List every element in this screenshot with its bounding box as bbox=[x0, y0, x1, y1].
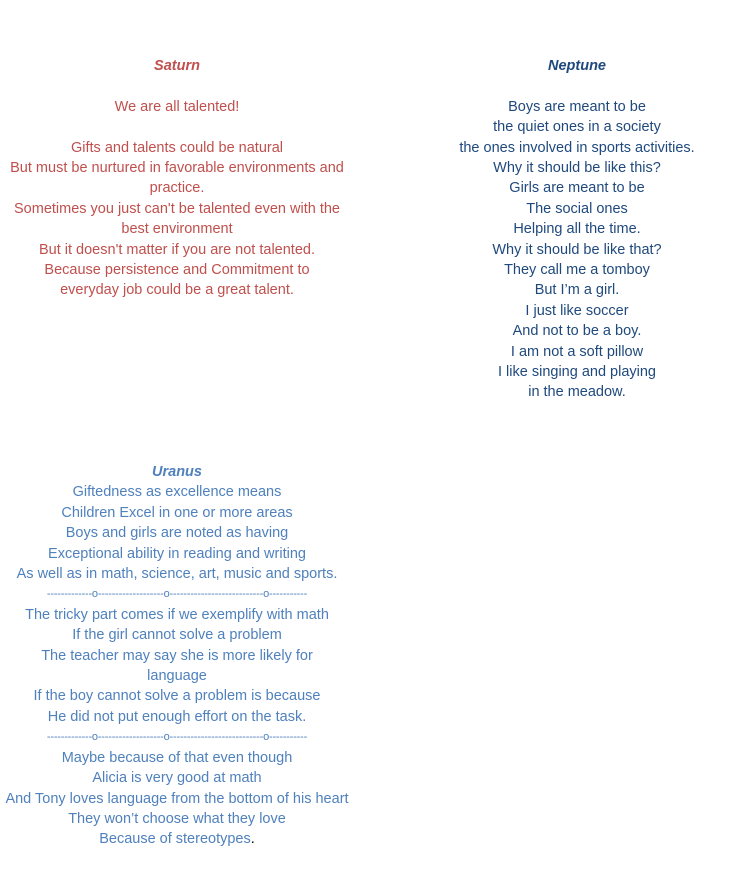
poem-neptune bbox=[420, 56, 734, 403]
poem-line: If the boy cannot solve a problem is because bbox=[33, 688, 321, 705]
poem-line: They call me a tomboy bbox=[504, 262, 650, 279]
poem-line: Helping all the time. bbox=[513, 221, 641, 238]
poem-line: But I’m a girl. bbox=[534, 282, 620, 299]
poem-line: And not to be a boy. bbox=[512, 323, 642, 340]
poem-line: Why it should be like that? bbox=[492, 241, 662, 258]
poem-line: If the girl cannot solve a problem bbox=[72, 627, 282, 644]
poem-line: I am not a soft pillow bbox=[510, 343, 644, 360]
poem-line: He did not put enough effort on the task. bbox=[47, 708, 307, 725]
poem-line: Maybe because of that even though bbox=[61, 749, 293, 766]
poem-line: in the meadow. bbox=[528, 384, 626, 401]
poem-line: Because persistence and Commitment to everyday job could be a great talent. bbox=[44, 262, 310, 299]
poem-line: Sometimes you just can't be talented even with the best environment bbox=[14, 200, 340, 238]
poem-title: Uranus bbox=[152, 464, 202, 480]
poem-line: The tricky part comes if we exemplify with math bbox=[25, 606, 329, 623]
spacer bbox=[420, 76, 734, 96]
poem-line: Gifts and talents could be natural bbox=[71, 139, 283, 156]
poem-line: the ones involved in sports activities. bbox=[459, 139, 695, 156]
poem-title: Neptune bbox=[548, 58, 606, 74]
final-period: . bbox=[250, 831, 255, 848]
poem-line: Girls are meant to be bbox=[509, 180, 645, 197]
poem-line: Alicia is very good at math bbox=[92, 770, 262, 787]
poem-line: Children Excel in one or more areas bbox=[61, 504, 293, 521]
poem-line: And Tony loves language from the bottom of his heart bbox=[5, 790, 349, 807]
poem-line: But it doesn't matter if you are not talented. bbox=[38, 241, 315, 258]
stanza-divider: -------------o-------------------o---------------------------o----------- bbox=[46, 731, 308, 744]
stanza-divider: -------------o-------------------o---------------------------o----------- bbox=[46, 588, 308, 601]
poem-line: The social ones bbox=[526, 200, 628, 217]
poem-line: I just like soccer bbox=[525, 302, 629, 319]
poem-line-text: Because of stereotypes bbox=[99, 831, 251, 848]
poem-line: I like singing and playing bbox=[498, 364, 656, 381]
poem-uranus bbox=[2, 462, 352, 850]
poem-title: Saturn bbox=[154, 58, 200, 74]
poem-line: We are all talented! bbox=[114, 98, 240, 115]
poem-line: Boys are meant to be bbox=[508, 98, 646, 115]
poem-line: They won’t choose what they love bbox=[68, 810, 286, 827]
spacer bbox=[4, 117, 350, 137]
poem-line: But must be nurtured in favorable environments and practice. bbox=[10, 160, 344, 197]
poem-line: Boys and girls are noted as having bbox=[65, 525, 289, 542]
poem-last-line bbox=[2, 829, 352, 849]
poem-line: Why it should be like this? bbox=[493, 160, 661, 177]
poem-line: the quiet ones in a society bbox=[493, 119, 661, 136]
poem-line: As well as in math, science, art, music and sports. bbox=[16, 566, 338, 583]
poem-line: The teacher may say she is more likely for language bbox=[41, 647, 313, 685]
spacer bbox=[4, 76, 350, 96]
poem-saturn bbox=[4, 56, 350, 301]
poem-line: Giftedness as excellence means bbox=[72, 484, 282, 501]
poem-line: Exceptional ability in reading and writing bbox=[48, 545, 306, 562]
